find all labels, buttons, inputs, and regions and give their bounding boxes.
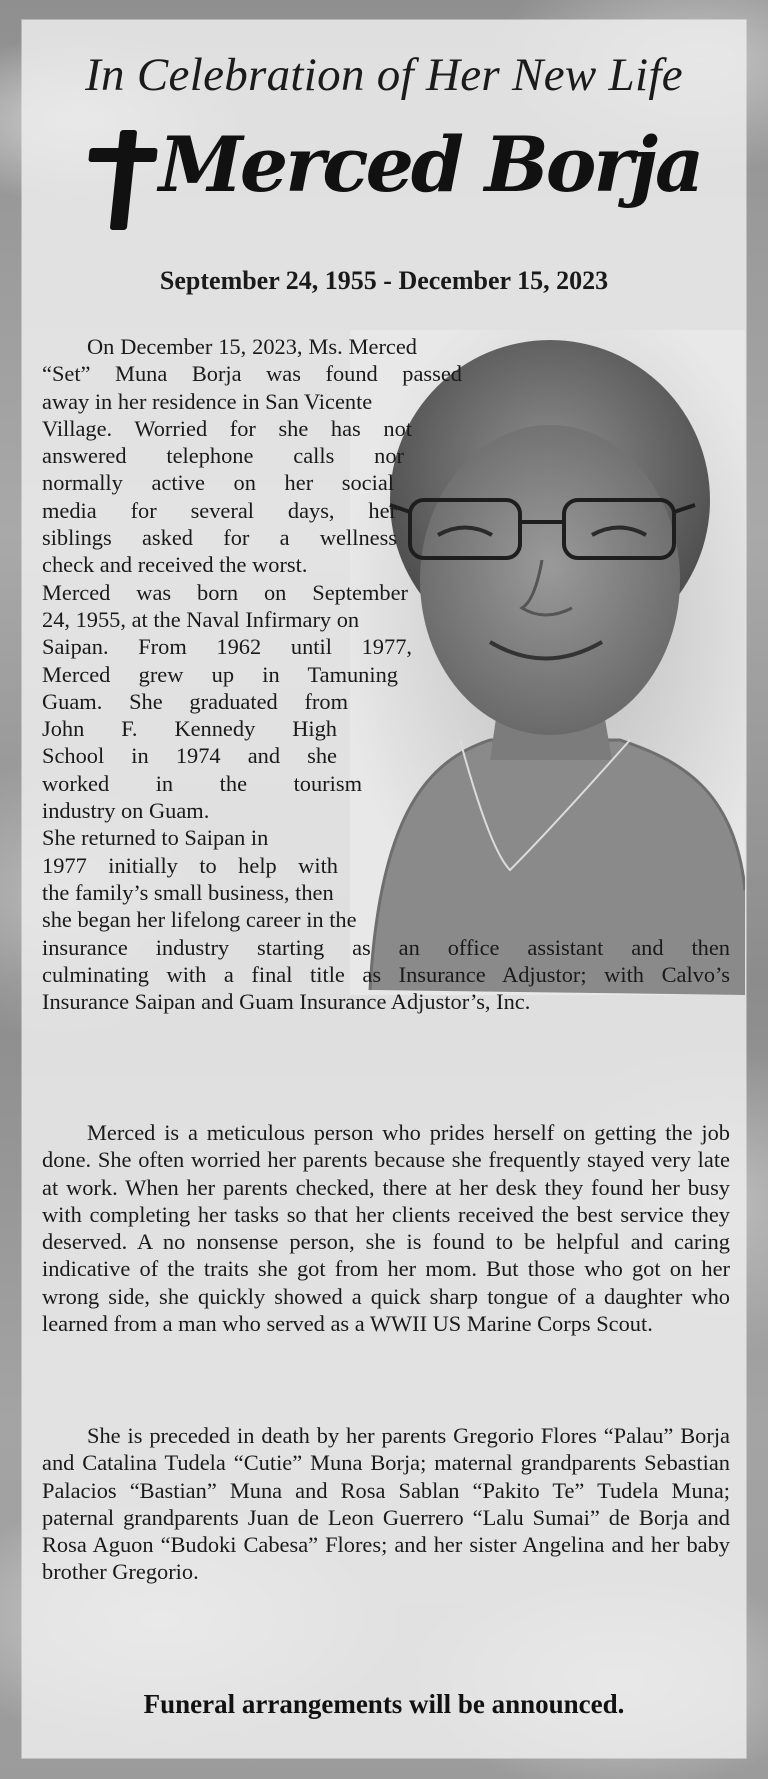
paragraph-3: She is preceded in death by her parents Gregorio Flores “Palau” Borja and Catalina Tudela “Cutie” Muna Borja; maternal grandparents Sebastian Palacios “Bastian” Muna and Rosa Sablan “Pakito Te” Tudela Muna; paternal grandparents Juan de Leon Guerrero “Lalu Sumai” de Borja and Rosa Aguon “Budoki Cabesa” Flores; and her sister Angelina and her baby brother Gregorio. [42, 1423, 730, 1585]
funeral-announcement: Funeral arrangements will be announced. [143, 1689, 625, 1719]
decedent-name: Merced Borja [158, 120, 702, 209]
tagline: In Celebration of Her New Life [85, 49, 683, 101]
paragraph-2: Merced is a meticulous person who prides herself on getting the job done. She often worried her parents because she frequently stayed very late at work. When her parents checked, there at her desk they found her busy with completing her tasks so that her clients received the best service they deserved. A no nonsense person, she is found to be helpful and caring indicative of the traits she got from her mom. But those who got on her wrong side, she quickly showed a quick sharp tongue of a daughter who learned from a man who served as a WWII US Marine Corps Scout. [42, 1120, 730, 1337]
life-dates: September 24, 1955 - December 15, 2023 [159, 266, 609, 295]
paragraph-1: On December 15, 2023, Ms. Merced “Set” Muna Borja was found passed away in her residence in San Vicente Village. Worried for she has not answered telephone calls nor normally active on her social media for several days, her siblings asked for a wellness check and received the worst. Merced was born on September 24, 1955, at the Naval Infirmary on Saipan. From 1962 until 1977, Merced grew up in Tamuning Guam. She graduated from John F. Kennedy High School in 1974 and she worked in the tourism industry on Guam. She returned to Saipan in 1977 initially to help with the family’s small business, then she began her lifelong career in the insurance industry starting as an office assistant and then culminating with a final title as Insurance Adjustor; with Calvo’s Insurance Saipan and Guam Insurance Adjustor’s, Inc. [42, 334, 730, 1015]
cross-icon [89, 130, 157, 230]
